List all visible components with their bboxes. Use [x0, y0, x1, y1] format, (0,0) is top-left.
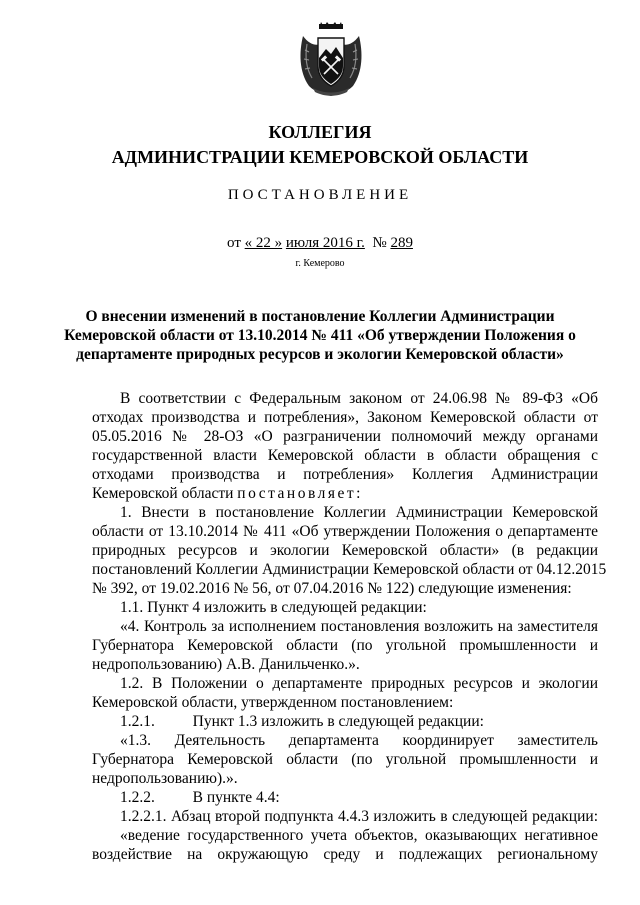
clause-number: 1.2.2. — [120, 789, 155, 806]
city: г. Кемерово — [295, 258, 345, 269]
body-line: 1.1. Пункт 4 изложить в следующей редакции: — [120, 599, 427, 616]
body-line: отходами производства и потребления» Коллегия Администрации — [92, 466, 598, 483]
body-line: недропользованию) А.В. Данильченко.». — [92, 656, 360, 673]
body-line: 1. Внести в постановление Коллегии Администрации Кемеровской — [120, 504, 598, 521]
body-line: постановлений Коллегии Администрации Кемеровской области от 04.12.2015 — [92, 561, 607, 578]
body-line — [92, 485, 363, 503]
body-line: 1.2.2.1. Абзац второй подпункта 4.4.3 изложить в следующей редакции: — [120, 808, 598, 825]
body-line: природных ресурсов и экологии Кемеровской области» (в редакции — [92, 542, 598, 559]
title-line-2: Кемеровской области от 13.10.2014 № 411 «Об утверждении Положения о — [64, 327, 576, 344]
body-text: Кемеровской области — [92, 485, 238, 502]
body-line: государственной власти Кемеровской области в области обращения с — [92, 447, 598, 464]
coat-of-arms-emblem — [297, 22, 365, 98]
title-line-3: департаменте природных ресурсов и экологии Кемеровской области» — [76, 346, 564, 363]
body-line: «4. Контроль за исполнением постановления возложить на заместителя — [120, 618, 598, 635]
date-prefix: от — [227, 235, 241, 251]
date-month-year: июля 2016 г. — [285, 235, 365, 251]
body-line: отходах производства и потребления», Законом Кемеровской области от — [92, 409, 598, 426]
body-line: Кемеровской области, утвержденном постановлением: — [92, 694, 454, 711]
document-number: 289 — [390, 235, 413, 251]
body-line — [120, 789, 280, 807]
clause-text: В пункте 4.4: — [192, 789, 280, 806]
organization-line-1: КОЛЛЕГИЯ — [268, 122, 372, 142]
document-type: ПОСТАНОВЛЕНИЕ — [227, 187, 413, 203]
body-line: воздействие на окружающую среду и подлежащих региональному — [92, 846, 598, 863]
body-line: 1.2. В Положении о департаменте природных ресурсов и экологии — [120, 675, 598, 692]
body-line: В соответствии с Федеральным законом от 24.06.98 № 89-ФЗ «Об — [120, 390, 598, 407]
body-line — [120, 713, 484, 731]
clause-text: Пункт 1.3 изложить в следующей редакции: — [192, 713, 484, 730]
body-line: Губернатора Кемеровской области (по угольной промышленности и — [92, 751, 598, 768]
body-line: «1.3. Деятельность департамента координирует заместитель — [120, 732, 598, 749]
body-line: Губернатора Кемеровской области (по угольной промышленности и — [92, 637, 598, 654]
body-line: № 392, от 19.02.2016 № 56, от 07.04.2016 № 122) следующие изменения: — [92, 580, 572, 597]
body-line: «ведение государственного учета объектов, оказывающих негативное — [120, 827, 598, 844]
body-line: 05.05.2016 № 28-ОЗ «О разграничении полномочий между органами — [92, 428, 598, 445]
body-line: недропользованию).». — [92, 770, 238, 787]
resolution-keyword: постановляет: — [237, 485, 363, 502]
date-day: « 22 » — [244, 235, 283, 251]
clause-number: 1.2.1. — [120, 713, 155, 730]
title-line-1: О внесении изменений в постановление Коллегии Администрации — [85, 308, 555, 325]
body-line: области от 13.10.2014 № 411 «Об утверждении Положения о департаменте — [92, 523, 598, 540]
organization-line-2: АДМИНИСТРАЦИИ КЕМЕРОВСКОЙ ОБЛАСТИ — [111, 147, 529, 167]
date-number-line — [0, 235, 640, 252]
number-label: № — [372, 235, 387, 251]
